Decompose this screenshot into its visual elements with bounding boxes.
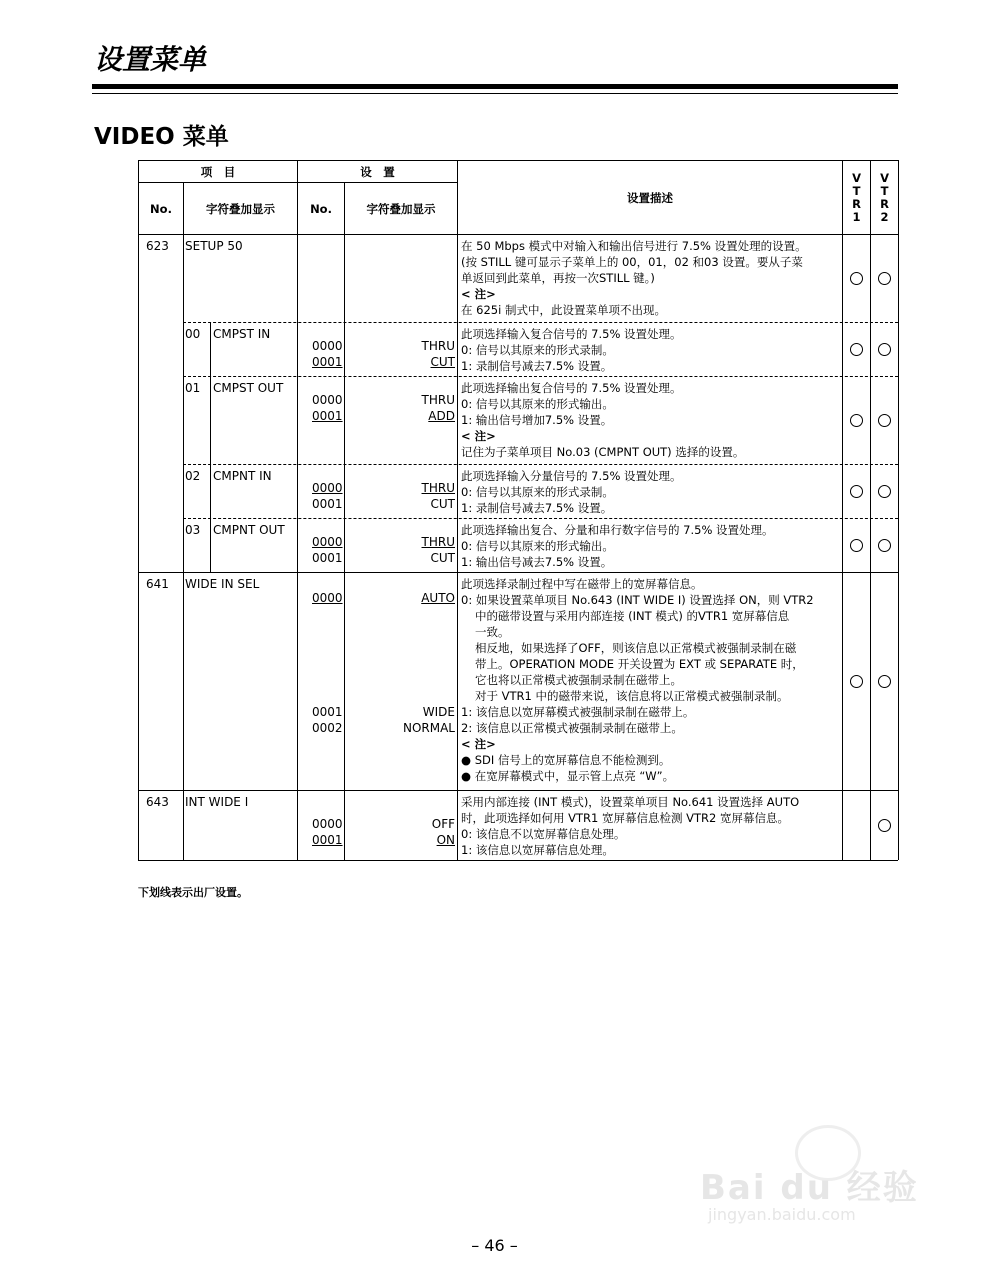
setting-no: 0001 <box>312 705 343 719</box>
description-line: 此项选择输出复合信号的 7.5% 设置处理。 <box>461 381 682 395</box>
sub-item-osd: CMPST OUT <box>213 381 284 395</box>
setting-display: ADD <box>428 409 455 423</box>
setting-no: 0001 <box>312 497 343 511</box>
vtr2-circle-icon <box>878 414 891 427</box>
description-line: 0: 信号以其原来的形式录制。 <box>461 485 614 499</box>
grid-line <box>842 234 843 860</box>
vtr1-circle-icon <box>850 675 863 688</box>
description-line: 此项选择输入分量信号的 7.5% 设置处理。 <box>461 469 682 483</box>
grid-line <box>210 322 211 572</box>
watermark-url: jingyan.baidu.com <box>708 1205 856 1224</box>
description-line: 1: 该信息以宽屏幕信息处理。 <box>461 843 614 857</box>
video-menu-table <box>138 160 899 235</box>
vtr1-circle-icon <box>850 485 863 498</box>
description-line: < 注> <box>461 429 496 443</box>
description-line: 0: 信号以其原来的形式输出。 <box>461 539 614 553</box>
row-divider-dashed <box>183 376 898 377</box>
row-description <box>461 522 840 570</box>
description-line: 1: 该信息以宽屏幕模式被强制录制在磁带上。 <box>461 705 695 719</box>
row-description <box>461 326 840 374</box>
description-line: 0: 信号以其原来的形式录制。 <box>461 343 614 357</box>
setting-display: AUTO <box>421 591 455 605</box>
setting-display: CUT <box>430 355 455 369</box>
header-item: 项 目 <box>139 161 298 183</box>
header-set-osd: 字符叠加显示 <box>345 183 458 235</box>
row-osd: INT WIDE I <box>185 795 249 809</box>
description-line: 此项选择输出复合、分量和串行数字信号的 7.5% 设置处理。 <box>461 523 774 537</box>
setting-no: 0001 <box>312 551 343 565</box>
description-line: ● SDI 信号上的宽屏幕信息不能检测到。 <box>461 753 671 767</box>
description-line: 记住为子菜单项目 No.03 (CMPNT OUT) 选择的设置。 <box>461 445 745 459</box>
description-line: 此项选择录制过程中写在磁带上的宽屏幕信息。 <box>461 577 703 591</box>
setting-display: CUT <box>430 497 455 511</box>
vtr2-circle-icon <box>878 272 891 285</box>
setting-no: 0001 <box>312 355 343 369</box>
description-line: 单返回到此菜单，再按一次STILL 键。) <box>461 271 655 285</box>
description-line: 1: 录制信号减去7.5% 设置。 <box>461 501 613 515</box>
setting-no: 0000 <box>312 535 343 549</box>
setting-display: THRU <box>421 535 455 549</box>
description-line: 对于 VTR1 中的磁带来说，该信息将以正常模式被强制录制。 <box>475 689 789 703</box>
row-border <box>138 790 898 791</box>
setting-display: ON <box>436 833 455 847</box>
description-line: 时，此项选择如何用 VTR1 宽屏幕信息检测 VTR2 宽屏幕信息。 <box>461 811 790 825</box>
setting-display: WIDE <box>422 705 455 719</box>
grid-line <box>183 234 184 860</box>
grid-line <box>898 234 899 860</box>
setting-display: NORMAL <box>402 721 455 735</box>
row-border <box>138 860 898 861</box>
page-number: – 46 – <box>471 1236 518 1255</box>
header-osd: 字符叠加显示 <box>184 183 298 235</box>
watermark-logo: Bai du 经验 <box>700 1168 919 1208</box>
description-line: 2: 该信息以正常模式被强制录制在磁带上。 <box>461 721 683 735</box>
description-line: 它也将以正常模式被强制录制在磁带上。 <box>475 673 682 687</box>
sub-item-osd: CMPST IN <box>213 327 271 341</box>
vtr1-circle-icon <box>850 343 863 356</box>
description-line: 中的磁带设置与采用内部连接 (INT 模式) 的VTR1 宽屏幕信息 <box>475 609 790 623</box>
description-line: 采用内部连接 (INT 模式)，设置菜单项目 No.641 设置选择 AUTO <box>461 795 800 809</box>
setting-no: 0001 <box>312 409 343 423</box>
sub-item-no: 03 <box>185 523 201 537</box>
row-description <box>461 468 840 516</box>
description-line: 1: 录制信号减去7.5% 设置。 <box>461 359 613 373</box>
description-line: 一致。 <box>475 625 510 639</box>
header-set-no: No. <box>298 183 345 235</box>
sub-item-osd: CMPNT OUT <box>213 523 285 537</box>
row-no: 623 <box>146 239 169 253</box>
row-divider-dashed <box>183 518 898 519</box>
description-line: (按 STILL 键可显示子菜单上的 00，01，02 和03 设置。要从子菜 <box>461 255 803 269</box>
setting-no: 0000 <box>312 591 343 605</box>
grid-line <box>138 234 139 860</box>
setting-display: OFF <box>431 817 455 831</box>
setting-no: 0000 <box>312 393 343 407</box>
setting-no: 0000 <box>312 339 343 353</box>
sub-item-no: 01 <box>185 381 201 395</box>
grid-line <box>297 234 298 860</box>
row-osd: SETUP 50 <box>185 239 243 253</box>
vtr2-circle-icon <box>878 819 891 832</box>
header-vtr2: V T R 2 <box>871 161 899 235</box>
sub-item-no: 02 <box>185 469 201 483</box>
setting-no: 0002 <box>312 721 343 735</box>
vtr1-circle-icon <box>850 414 863 427</box>
setting-display: THRU <box>421 481 455 495</box>
sub-item-osd: CMPNT IN <box>213 469 272 483</box>
header-setting: 设 置 <box>298 161 458 183</box>
header-rule-thin <box>92 93 898 94</box>
vtr1-circle-icon <box>850 539 863 552</box>
setting-no: 0000 <box>312 817 343 831</box>
row-divider-dashed <box>183 464 898 465</box>
row-border <box>138 234 898 235</box>
section-title: VIDEO 菜单 <box>94 124 229 150</box>
header-no: No. <box>139 183 184 235</box>
description-line: < 注> <box>461 287 496 301</box>
grid-line <box>457 234 458 860</box>
footnote: 下划线表示出厂设置。 <box>138 886 248 899</box>
row-border <box>138 572 898 573</box>
setting-no: 0000 <box>312 481 343 495</box>
sub-item-no: 00 <box>185 327 201 341</box>
vtr2-circle-icon <box>878 539 891 552</box>
description-line: 带上。OPERATION MODE 开关设置为 EXT 或 SEPARATE 时， <box>475 657 804 671</box>
header-description: 设置描述 <box>458 161 843 235</box>
setting-display: THRU <box>421 339 455 353</box>
description-line: 1: 输出信号减去7.5% 设置。 <box>461 555 613 569</box>
page-header-title: 设置菜单 <box>94 43 207 76</box>
vtr2-circle-icon <box>878 675 891 688</box>
description-line: ● 在宽屏幕模式中，显示管上点亮 “W”。 <box>461 769 675 783</box>
row-divider-dashed <box>183 322 898 323</box>
row-description <box>461 380 840 460</box>
setting-display: THRU <box>421 393 455 407</box>
setting-no: 0001 <box>312 833 343 847</box>
row-description <box>461 238 840 318</box>
row-osd: WIDE IN SEL <box>185 577 260 591</box>
description-line: 此项选择输入复合信号的 7.5% 设置处理。 <box>461 327 682 341</box>
description-line: 0: 如果设置菜单项目 No.643 (INT WIDE I) 设置选择 ON，则 VTR2 <box>461 593 814 607</box>
row-description <box>461 576 840 784</box>
row-description <box>461 794 840 858</box>
description-line: 相反地，如果选择了OFF，则该信息以正常模式被强制录制在磁 <box>475 641 797 655</box>
header-vtr1: V T R 1 <box>843 161 871 235</box>
vtr2-circle-icon <box>878 343 891 356</box>
setting-display: CUT <box>430 551 455 565</box>
description-line: 在 50 Mbps 模式中对输入和输出信号进行 7.5% 设置处理的设置。 <box>461 239 807 253</box>
description-line: < 注> <box>461 737 496 751</box>
header-rule-thick <box>92 84 898 89</box>
description-line: 0: 该信息不以宽屏幕信息处理。 <box>461 827 626 841</box>
row-no: 643 <box>146 795 169 809</box>
description-line: 1: 输出信号增加7.5% 设置。 <box>461 413 613 427</box>
description-line: 在 625i 制式中，此设置菜单项不出现。 <box>461 303 666 317</box>
vtr1-circle-icon <box>850 272 863 285</box>
menu-grid <box>138 234 898 862</box>
vtr2-circle-icon <box>878 485 891 498</box>
description-line: 0: 信号以其原来的形式输出。 <box>461 397 614 411</box>
row-no: 641 <box>146 577 169 591</box>
grid-line <box>870 234 871 860</box>
